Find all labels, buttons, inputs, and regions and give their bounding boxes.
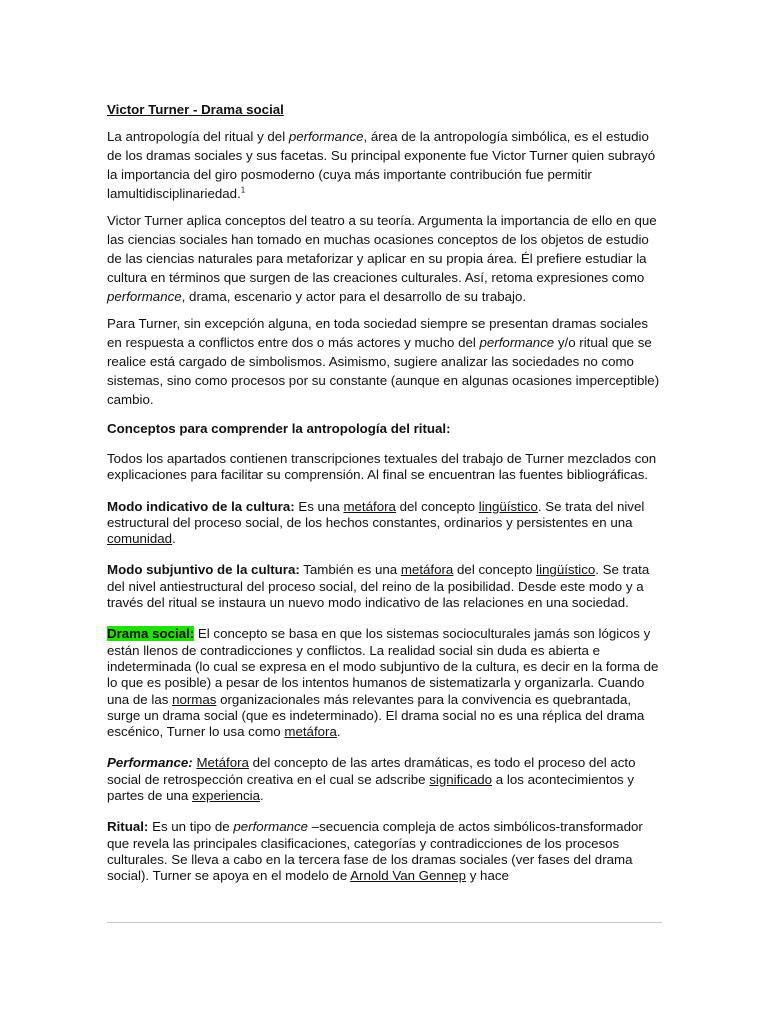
definition-ritual: Ritual: Es un tipo de performance –secuencia compleja de actos simbólicos-transformador que revela las principales clasificaciones, categorías y contradicciones de los procesos culturales. Se lleva a cabo en la tercera fase de los dramas sociales (ver fases del drama social). Turner se apoya en el modelo de Arnold Van Gennep y hace [107, 819, 643, 884]
highlighted-term-label: Drama social: [107, 626, 195, 642]
definition-performance: Performance: Metáfora del concepto de las artes dramáticas, es todo el proceso del acto social de retrospección creativa en el cual se adscribe significado a los acontecimientos y partes de una experiencia. [107, 755, 636, 804]
definition-modo-subjuntivo: Modo subjuntivo de la cultura: También es una metáfora del concepto lingüístico. Se trata del nivel antiestructural del proceso social, del reino de la posibilidad. Desde este modo y a través del ritual se instaura un nuevo modo indicativo de las relaciones en una sociedad. [107, 562, 650, 611]
term-label: Performance: [107, 755, 193, 771]
link-metafora[interactable]: metáfora [343, 498, 396, 514]
link-arnold-van-gennep[interactable]: Arnold Van Gennep [350, 868, 467, 884]
link-comunidad[interactable]: comunidad [107, 531, 173, 547]
paragraph-note: Todos los apartados contienen transcripciones textuales del trabajo de Turner mezclados con explicaciones para facilitar su comprensión. Al final se encuentran las fuentes bibliográficas. [107, 451, 657, 483]
document-page [107, 101, 662, 885]
term-label: Modo subjuntivo de la cultura: [107, 562, 300, 578]
footnote-marker[interactable]: 1 [240, 185, 246, 195]
document-title: Victor Turner - Drama social [107, 102, 284, 117]
link-metafora[interactable]: Metáfora [196, 755, 249, 771]
paragraph-theater: Victor Turner aplica conceptos del teatro a su teoría. Argumenta la importancia de ello en que las ciencias sociales han tomado en muchas ocasiones conceptos de los objetos de estudio de las ciencias naturales para metaforizar y aplicar en su propia área. Él prefiere estudiar la cultura en términos que surgen de las creaciones culturales. Así, retoma expresiones como performance, drama, escenario y actor para el desarrollo de su trabajo. [107, 213, 657, 304]
link-experiencia[interactable]: experiencia [192, 788, 261, 804]
link-significado[interactable]: significado [429, 771, 493, 787]
link-linguistico[interactable]: lingüístico [536, 562, 596, 578]
link-metafora[interactable]: metáfora [400, 562, 454, 578]
term-label: Modo indicativo de la cultura: [107, 498, 295, 514]
paragraph-intro: La antropología del ritual y del performance, área de la antropología simbólica, es el estudio de los dramas sociales y sus facetas. Su principal exponente fue Victor Turner quien subrayó la importancia del giro posmoderno (cuya más importante contribución fue permitir lamultidisciplinariedad.$^1$ [107, 129, 656, 201]
definition-drama-social: Drama social: El concepto se basa en que los sistemas socioculturales jamás son lógicos y están llenos de contradicciones y conflictos. La realidad social sin duda es abierta e indeterminada (lo cual se expresa en el modo subjuntivo de la cultura, es decir en la forma de lo que es posible) a pesar de los intentos humanos de sistematizarla y organizarla. Cuando una de las normas organizacionales más relevantes para la convivencia es quebrantada, surge un drama social (que es indeterminado). El drama social no es una réplica del drama escénico, Turner lo usa como metáfora. [107, 626, 659, 740]
paragraph-social-dramas: Para Turner, sin excepción alguna, en toda sociedad siempre se presentan dramas sociales en respuesta a conflictos entre dos o más actores y mucho del performance y/o ritual que se realice está cargado de simbolismos. Asimismo, sugiere analizar las sociedades no como sistemas, sino como procesos por su constante (aunque en algunas ocasiones imperceptible) cambio. [107, 316, 660, 407]
link-linguistico[interactable]: lingüístico [478, 498, 538, 514]
term-label: Ritual: [107, 819, 149, 835]
link-metafora[interactable]: metáfora [284, 724, 337, 740]
link-normas[interactable]: normas [172, 691, 217, 707]
definition-modo-indicativo: Modo indicativo de la cultura: Es una metáfora del concepto lingüístico. Se trata del nivel estructural del proceso social, de los hechos constantes, ordinarios y persistentes en una comunidad. [107, 498, 645, 547]
page-bottom-rule [107, 922, 662, 923]
section-heading: Conceptos para comprender la antropología del ritual: [107, 421, 451, 436]
